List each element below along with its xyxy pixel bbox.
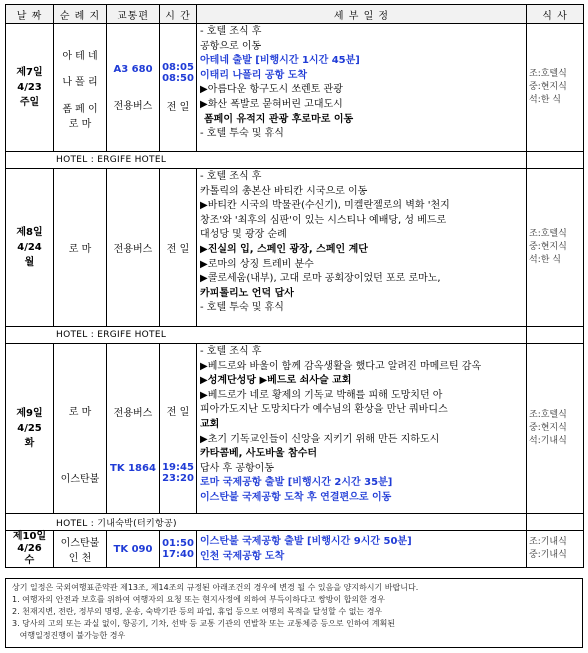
detail-line: 대성당 및 광장 순례 (200, 229, 287, 241)
meal-dinner: 석:기내식 (529, 436, 567, 446)
day8-transport: 전용버스 (107, 169, 160, 327)
day9-date (6, 344, 54, 514)
city-pompeii: 폼 페 이 (62, 103, 98, 115)
day9-bus: 전용버스 (113, 407, 153, 419)
detail-line: 카타콤베, 사도바울 참수터 (200, 448, 318, 460)
day8-meals (527, 169, 584, 327)
meal-lunch: 중:현지식 (529, 423, 567, 433)
meal-lunch: 중:현지식 (529, 242, 567, 252)
header-date: 날 짜 (6, 5, 54, 24)
meal-breakfast: 조:호텔식 (529, 229, 567, 239)
header-place: 순 례 지 (54, 5, 107, 24)
day9-details (197, 344, 527, 514)
detail-line: ▶바티칸 시국의 박물관(수신기), 미켈란젤로의 벽화 '천지 (200, 200, 450, 212)
detail-line: ▶베드로와 바울이 함께 감옥생활을 했다고 알려진 마메르틴 감옥 (200, 360, 482, 372)
day7-bus: 전용버스 (113, 100, 153, 112)
day10-meals (527, 531, 584, 568)
day9-transport (107, 344, 160, 514)
day7-depart-time: 08:05 (162, 62, 194, 73)
itinerary-table (5, 4, 584, 568)
day7-arrive-time: 08:50 (162, 73, 194, 84)
day8-row (6, 169, 584, 327)
day7-allday: 전 일 (166, 102, 190, 113)
detail-line: 답사 후 공항이동 (200, 462, 274, 474)
detail-line: ▶로마의 상징 트레비 분수 (200, 258, 314, 270)
flight-tk-1864: TK 1864 (110, 462, 156, 474)
note-line: 1. 여행자의 안전과 보호를 위하여 여행자의 요청 또는 현지사정에 의하여 부득이하다고 쌍방이 합의한 경우 (12, 595, 385, 604)
detail-line: 이스탄불 국제공항 출발 [비행시간 9시간 50분] (200, 536, 412, 548)
day7-transport (107, 24, 160, 152)
day8-weekday: 월 (24, 257, 35, 268)
note-line: 2. 천재지변, 전란, 정부의 명령, 운송, 숙박기관 등의 파업, 휴업 등으로 여행의 목적을 달성할 수 없는 경우 (12, 607, 383, 616)
day9-hotel: HOTEL : 기내숙박(터키항공) (6, 514, 527, 531)
day8-date (6, 169, 54, 327)
city-naples: 나 폴 리 (62, 76, 98, 88)
note-line: 상기 일정은 국외여행표준약관 제13조, 제14조의 규정된 아래조건의 경우에 변경 될 수 있음을 양지하시기 바랍니다. (12, 583, 419, 592)
day10-depart-time: 01:50 (162, 538, 194, 549)
meal-breakfast: 조:기내식 (529, 537, 567, 547)
detail-line: ▶성계단성당 ▶베드로 쇠사슬 교회 (200, 375, 352, 387)
city-istanbul: 이스탄불 (60, 473, 100, 485)
meal-lunch: 중:현지식 (529, 82, 567, 92)
day9-depart-time: 19:45 (162, 462, 194, 473)
day9-times (160, 344, 197, 514)
detail-line: ▶초기 기독교인들이 신앙을 지키기 위해 만든 지하도시 (200, 433, 440, 445)
day8-city: 로 마 (54, 169, 107, 327)
day7-day-label: 제7일 (16, 67, 43, 78)
day9-weekday: 화 (24, 438, 35, 449)
header-meals: 식 사 (527, 5, 584, 24)
note-line: 여행일정진행이 불가능한 경우 (12, 631, 126, 640)
detail-line: 피아가도지난 도망치다가 예수님의 환상을 만난 쿼바디스 (200, 404, 448, 416)
meal-dinner: 석:한 식 (529, 95, 561, 105)
day10-date (6, 531, 54, 568)
day7-times (160, 24, 197, 152)
day10-times (160, 531, 197, 568)
detail-line: 이스탄불 국제공항 도착 후 연결편으로 이동 (200, 491, 392, 503)
detail-line: - 호텔 조식 후 (200, 171, 262, 182)
day8-hotel-meal-cell (527, 327, 584, 344)
day7-date (6, 24, 54, 152)
day8-day-label: 제8일 (16, 227, 43, 238)
city-incheon: 인 천 (68, 553, 92, 564)
day10-weekday: 수 (24, 555, 35, 566)
detail-line: 카피톨리노 언덕 답사 (200, 287, 294, 299)
detail-line: ▶화산 폭발로 묻혀버린 고대도시 (200, 98, 343, 110)
day8-date-label: 4/24 (17, 242, 42, 253)
day7-meals (527, 24, 584, 152)
detail-line: - 호텔 투숙 및 휴식 (200, 302, 284, 314)
detail-line: ▶콜로세움(내부), 고대 로마 공회장이었던 포로 로마노, (200, 273, 441, 285)
detail-line: - 호텔 투숙 및 휴식 (200, 128, 284, 140)
day9-meals (527, 344, 584, 514)
header-time: 시 간 (160, 5, 197, 24)
day7-hotel: HOTEL : ERGIFE HOTEL (6, 152, 527, 169)
day9-row (6, 344, 584, 514)
day10-row (6, 531, 584, 568)
day9-cities (54, 344, 107, 514)
meal-breakfast: 조:호텔식 (529, 410, 567, 420)
detail-line: 인천 국제공항 도착 (200, 551, 285, 562)
day10-cities (54, 531, 107, 568)
day7-weekday: 주일 (19, 97, 40, 108)
day9-day-label: 제9일 (16, 408, 43, 419)
day7-details (197, 24, 527, 152)
day9-hotel-meal-cell (527, 514, 584, 531)
city-athens: 아 테 네 (62, 50, 98, 62)
detail-line: 폼페이 유적지 관광 후로마로 이동 (204, 113, 354, 125)
detail-line: 카톨릭의 총본산 바티칸 시국으로 이동 (200, 185, 368, 197)
day10-day-label: 제10일 (12, 531, 47, 542)
itinerary-notes (5, 578, 583, 648)
detail-line: 로마 국제공항 출발 [비행시간 2시간 35분] (200, 477, 393, 489)
day8-hotel: HOTEL : ERGIFE HOTEL (6, 327, 527, 344)
flight-a3-680: A3 680 (113, 63, 153, 75)
meal-breakfast: 조:호텔식 (529, 69, 567, 79)
detail-line: 창조'와 '최후의 심판'이 있는 시스티나 예배당, 성 베드로 (200, 214, 447, 226)
detail-line: ▶베드로가 네로 황제의 기독교 박해를 피해 도망치던 아 (200, 389, 443, 401)
note-line: 3. 당사의 고의 또는 과실 없이, 항공기, 기차, 선박 등 교통 기관의 연발착 또는 교통체증 등으로 인하여 계획된 (12, 619, 396, 628)
day9-allday: 전 일 (166, 407, 190, 418)
header-row (6, 5, 584, 24)
meal-dinner: 석:한 식 (529, 255, 561, 265)
day9-date-label: 4/25 (17, 423, 42, 434)
day8-details (197, 169, 527, 327)
day7-row (6, 24, 584, 152)
day10-details (197, 531, 527, 568)
day7-cities (54, 24, 107, 152)
detail-line: 아테네 출발 [비행시간 1시간 45분] (200, 55, 360, 67)
detail-line: 공항으로 이동 (200, 40, 262, 52)
day8-time: 전 일 (160, 169, 197, 327)
day7-hotel-row (6, 152, 584, 169)
city-rome: 로 마 (68, 118, 92, 130)
day9-hotel-row (6, 514, 584, 531)
flight-tk-090: TK 090 (107, 531, 160, 568)
meal-lunch: 중:기내식 (529, 550, 567, 560)
detail-line: ▶아름다운 항구도시 쏘렌토 관광 (200, 84, 343, 96)
city-istanbul: 이스탄불 (60, 538, 100, 549)
day10-arrive-time: 17:40 (162, 549, 194, 560)
header-details: 세 부 일 정 (197, 5, 527, 24)
detail-line: ▶진실의 입, 스페인 광장, 스페인 계단 (200, 243, 368, 255)
detail-line: 교회 (200, 418, 220, 430)
day7-date-label: 4/23 (17, 82, 42, 93)
header-transport: 교통편 (107, 5, 160, 24)
day10-date-label: 4/26 (17, 543, 42, 554)
city-rome: 로 마 (68, 406, 92, 418)
detail-line: - 호텔 조식 후 (200, 26, 262, 37)
detail-line: 이태리 나폴리 공항 도착 (200, 69, 308, 81)
detail-line: - 호텔 조식 후 (200, 346, 262, 357)
day7-hotel-meal-cell (527, 152, 584, 169)
day8-hotel-row (6, 327, 584, 344)
day9-arrive-time: 23:20 (162, 473, 194, 484)
